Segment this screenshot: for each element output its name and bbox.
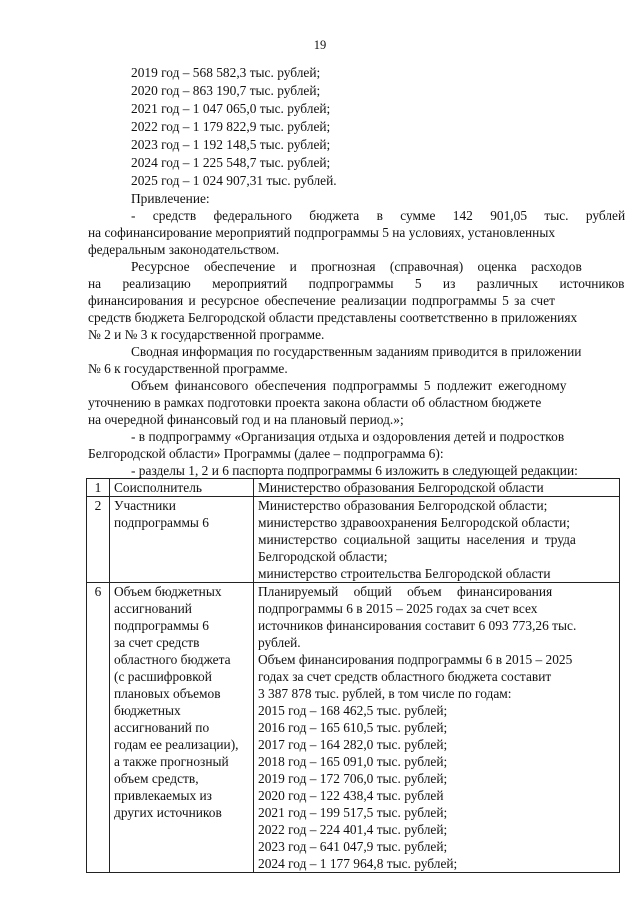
year-line: 2016 год – 165 610,5 тыс. рублей; (258, 720, 448, 735)
paragraph-line: средств бюджета Белгородской области представлены соответственно в приложениях (88, 310, 578, 325)
year-line: 2019 год – 568 582,3 тыс. рублей; (131, 65, 321, 80)
privlechenie-heading: Привлечение: (131, 191, 210, 206)
year-line: 2021 год – 199 517,5 тыс. рублей; (258, 805, 448, 820)
year-line: 2024 год – 1 177 964,8 тыс. рублей; (258, 856, 458, 871)
year-line: 2017 год – 164 282,0 тыс. рублей; (258, 737, 448, 752)
table-row (87, 497, 620, 583)
passport-table (86, 478, 620, 873)
row-value: Министерство образования Белгородской области (254, 479, 620, 497)
page-number: 19 (313, 38, 327, 52)
year-line: 2020 год – 863 190,7 тыс. рублей; (131, 83, 321, 98)
row-number: 2 (87, 497, 110, 583)
row-value: Планируемый общий объем финансирования подпрограммы 6 в 2015 – 2025 годах за счет всех источников финансирования составит 6 093 773,26 тыс. рублей. Объем финансирования подпрограммы 6 в 2015 – 2025 годах за счет средств областного бюджета составит 3 387 878 тыс. рублей, в том числе по годам: 2015 год – 168 462,5 тыс. рублей; 2016 год – 165 610,5 тыс. рублей; 2017 год – 164 282,0 тыс. рублей; 2018 год – 165 091,0 тыс. рублей; 2019 год – 172 706,0 тыс. рублей; 2020 год – 122 438,4 тыс. рублей 2021 год – 199 517,5 тыс. рублей; 2022 год – 224 401,4 тыс. рублей; 2023 год – 641 047,9 тыс. рублей; 2024 год – 1 177 964,8 тыс. рублей; (254, 583, 620, 873)
year-line: 2024 год – 1 225 548,7 тыс. рублей; (131, 155, 331, 170)
year-line: 2021 год – 1 047 065,0 тыс. рублей; (131, 101, 331, 116)
paragraph-line: Ресурсное обеспечение и прогнозная (справочная) оценка расходов (131, 259, 582, 274)
paragraph-line: на реализацию мероприятий подпрограммы 5 из различных источников (88, 276, 625, 291)
year-line: 2023 год – 641 047,9 тыс. рублей; (258, 839, 448, 854)
row-number: 6 (87, 583, 110, 873)
paragraph-line: - в подпрограмму «Организация отдыха и оздоровления детей и подростков (131, 429, 565, 444)
row-number: 1 (87, 479, 110, 497)
year-line: 2019 год – 172 706,0 тыс. рублей; (258, 771, 448, 786)
table-row (87, 479, 620, 497)
paragraph-line: - средств федерального бюджета в сумме 142 901,05 тыс. рублей (131, 208, 626, 223)
year-line: 2018 год – 165 091,0 тыс. рублей; (258, 754, 448, 769)
row-label: Соисполнитель (110, 479, 254, 497)
paragraph-line: Сводная информация по государственным заданиям приводится в приложении (131, 344, 582, 359)
year-line: 2020 год – 122 438,4 тыс. рублей (258, 788, 444, 803)
table-row (87, 583, 620, 873)
year-line: 2023 год – 1 192 148,5 тыс. рублей; (131, 137, 331, 152)
paragraph-line: федеральным законодательством. (88, 242, 280, 257)
year-line: 2025 год – 1 024 907,31 тыс. рублей. (131, 173, 337, 188)
year-line: 2022 год – 1 179 822,9 тыс. рублей; (131, 119, 331, 134)
row-label: Объем бюджетных ассигнований подпрограммы 6 за счет средств областного бюджета (с расшифровкой плановых объемов бюджетных ассигнований по годам ее реализации), а также прогнозный объем средств, привлекаемых из других источников (110, 583, 254, 873)
paragraph-line: на софинансирование мероприятий подпрограммы 5 на условиях, установленных (88, 225, 556, 240)
year-line: 2022 год – 224 401,4 тыс. рублей; (258, 822, 448, 837)
year-line: 2015 год – 168 462,5 тыс. рублей; (258, 703, 448, 718)
paragraph-line: - разделы 1, 2 и 6 паспорта подпрограммы 6 изложить в следующей редакции: (131, 463, 578, 478)
paragraph-line: финансирования и ресурсное обеспечение реализации подпрограммы 5 за счет (88, 293, 555, 308)
row-label: Участники подпрограммы 6 (110, 497, 254, 583)
paragraph-line: уточнению в рамках подготовки проекта закона области об областном бюджете (88, 395, 542, 410)
paragraph-line: Объем финансового обеспечения подпрограммы 5 подлежит ежегодному (131, 378, 567, 393)
row-value: Министерство образования Белгородской области; министерство здравоохранения Белгородской области; министерство социальной защиты населения и труда Белгородской области; министерство строительства Белгородской области (254, 497, 620, 583)
paragraph-line: на очередной финансовый год и на плановый период.»; (88, 412, 404, 427)
paragraph-line: Белгородской области» Программы (далее – подпрограмма 6): (88, 446, 444, 461)
paragraph-line: № 6 к государственной программе. (88, 361, 288, 376)
paragraph-line: № 2 и № 3 к государственной программе. (88, 327, 325, 342)
